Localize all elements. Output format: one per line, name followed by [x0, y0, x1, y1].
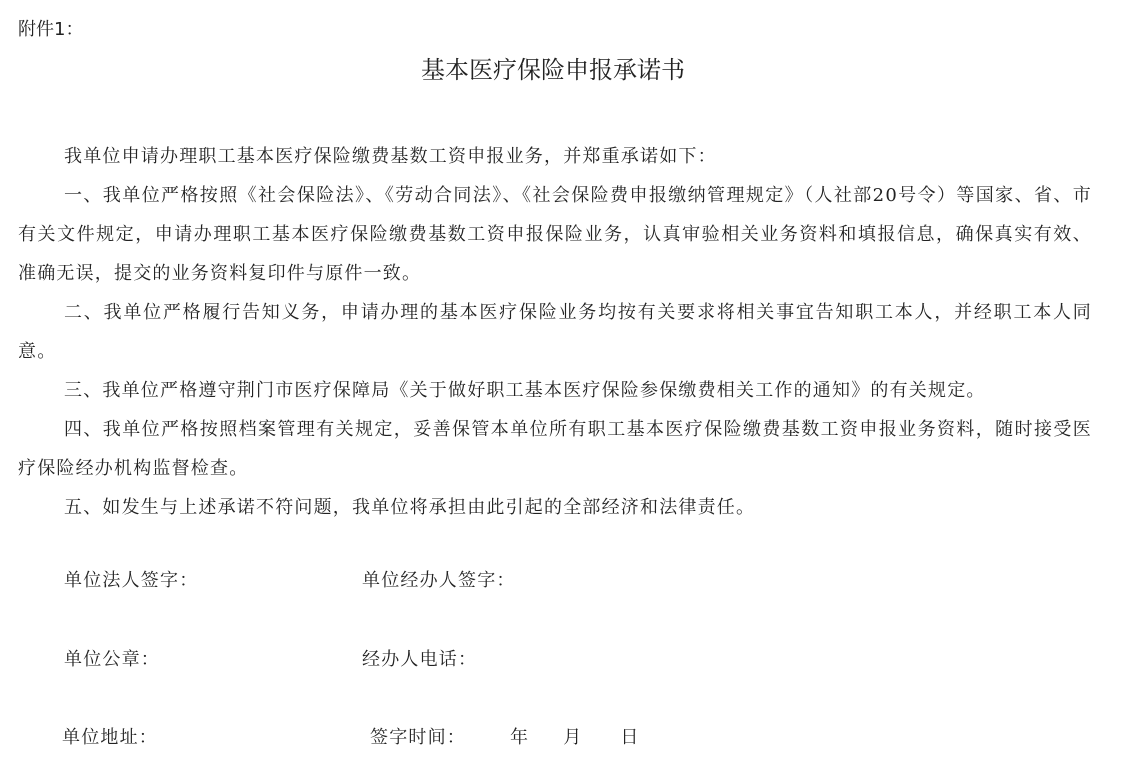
unit-seal-label: 单位公章： — [64, 649, 160, 670]
unit-address-label: 单位地址： — [62, 727, 158, 748]
handler-phone-label: 经办人电话： — [362, 649, 478, 670]
document-body — [18, 137, 1092, 527]
commitment-paragraph-3: 三、我单位严格遵守荆门市医疗保障局《关于做好职工基本医疗保险参保缴费相关工作的通知》的有关规定。 — [64, 380, 986, 401]
attachment-label: 附件1： — [18, 19, 84, 40]
intro-paragraph: 我单位申请办理职工基本医疗保险缴费基数工资申报业务，并郑重承诺如下： — [64, 146, 717, 167]
handler-sign-label: 单位经办人签字： — [362, 570, 516, 591]
commitment-paragraph-5: 五、如发生与上述承诺不符问题，我单位将承担由此引起的全部经济和法律责任。 — [64, 497, 756, 518]
sign-time-label: 签字时间： — [370, 727, 466, 748]
signature-row-legal — [0, 569, 1146, 593]
document-title: 基本医疗保险申报承诺书 — [421, 56, 685, 84]
commitment-paragraph-2: 二、我单位严格履行告知义务，申请办理的基本医疗保险业务均按有关要求将相关事宜告知职工本人，并经职工本人同意。 — [18, 302, 1092, 362]
signature-row-address — [0, 726, 1146, 750]
sign-time-group — [370, 726, 640, 750]
commitment-paragraph-1: 一、我单位严格按照《社会保险法》、《劳动合同法》、《社会保险费申报缴纳管理规定》（人社部20号令）等国家、省、市有关文件规定，申请办理职工基本医疗保险缴费基数工资申报保险业务，认真审验相关业务资料和填报信息，确保真实有效、准确无误，提交的业务资料复印件与原件一致。 — [18, 185, 1092, 284]
day-label: 日 — [620, 727, 640, 748]
commitment-paragraph-4: 四、我单位严格按照档案管理有关规定，妥善保管本单位所有职工基本医疗保险缴费基数工资申报业务资料，随时接受医疗保险经办机构监督检查。 — [18, 419, 1092, 479]
signature-row-seal — [0, 648, 1146, 672]
legal-rep-sign-label: 单位法人签字： — [64, 570, 199, 591]
month-label: 月 — [563, 727, 583, 748]
year-label: 年 — [510, 727, 530, 748]
